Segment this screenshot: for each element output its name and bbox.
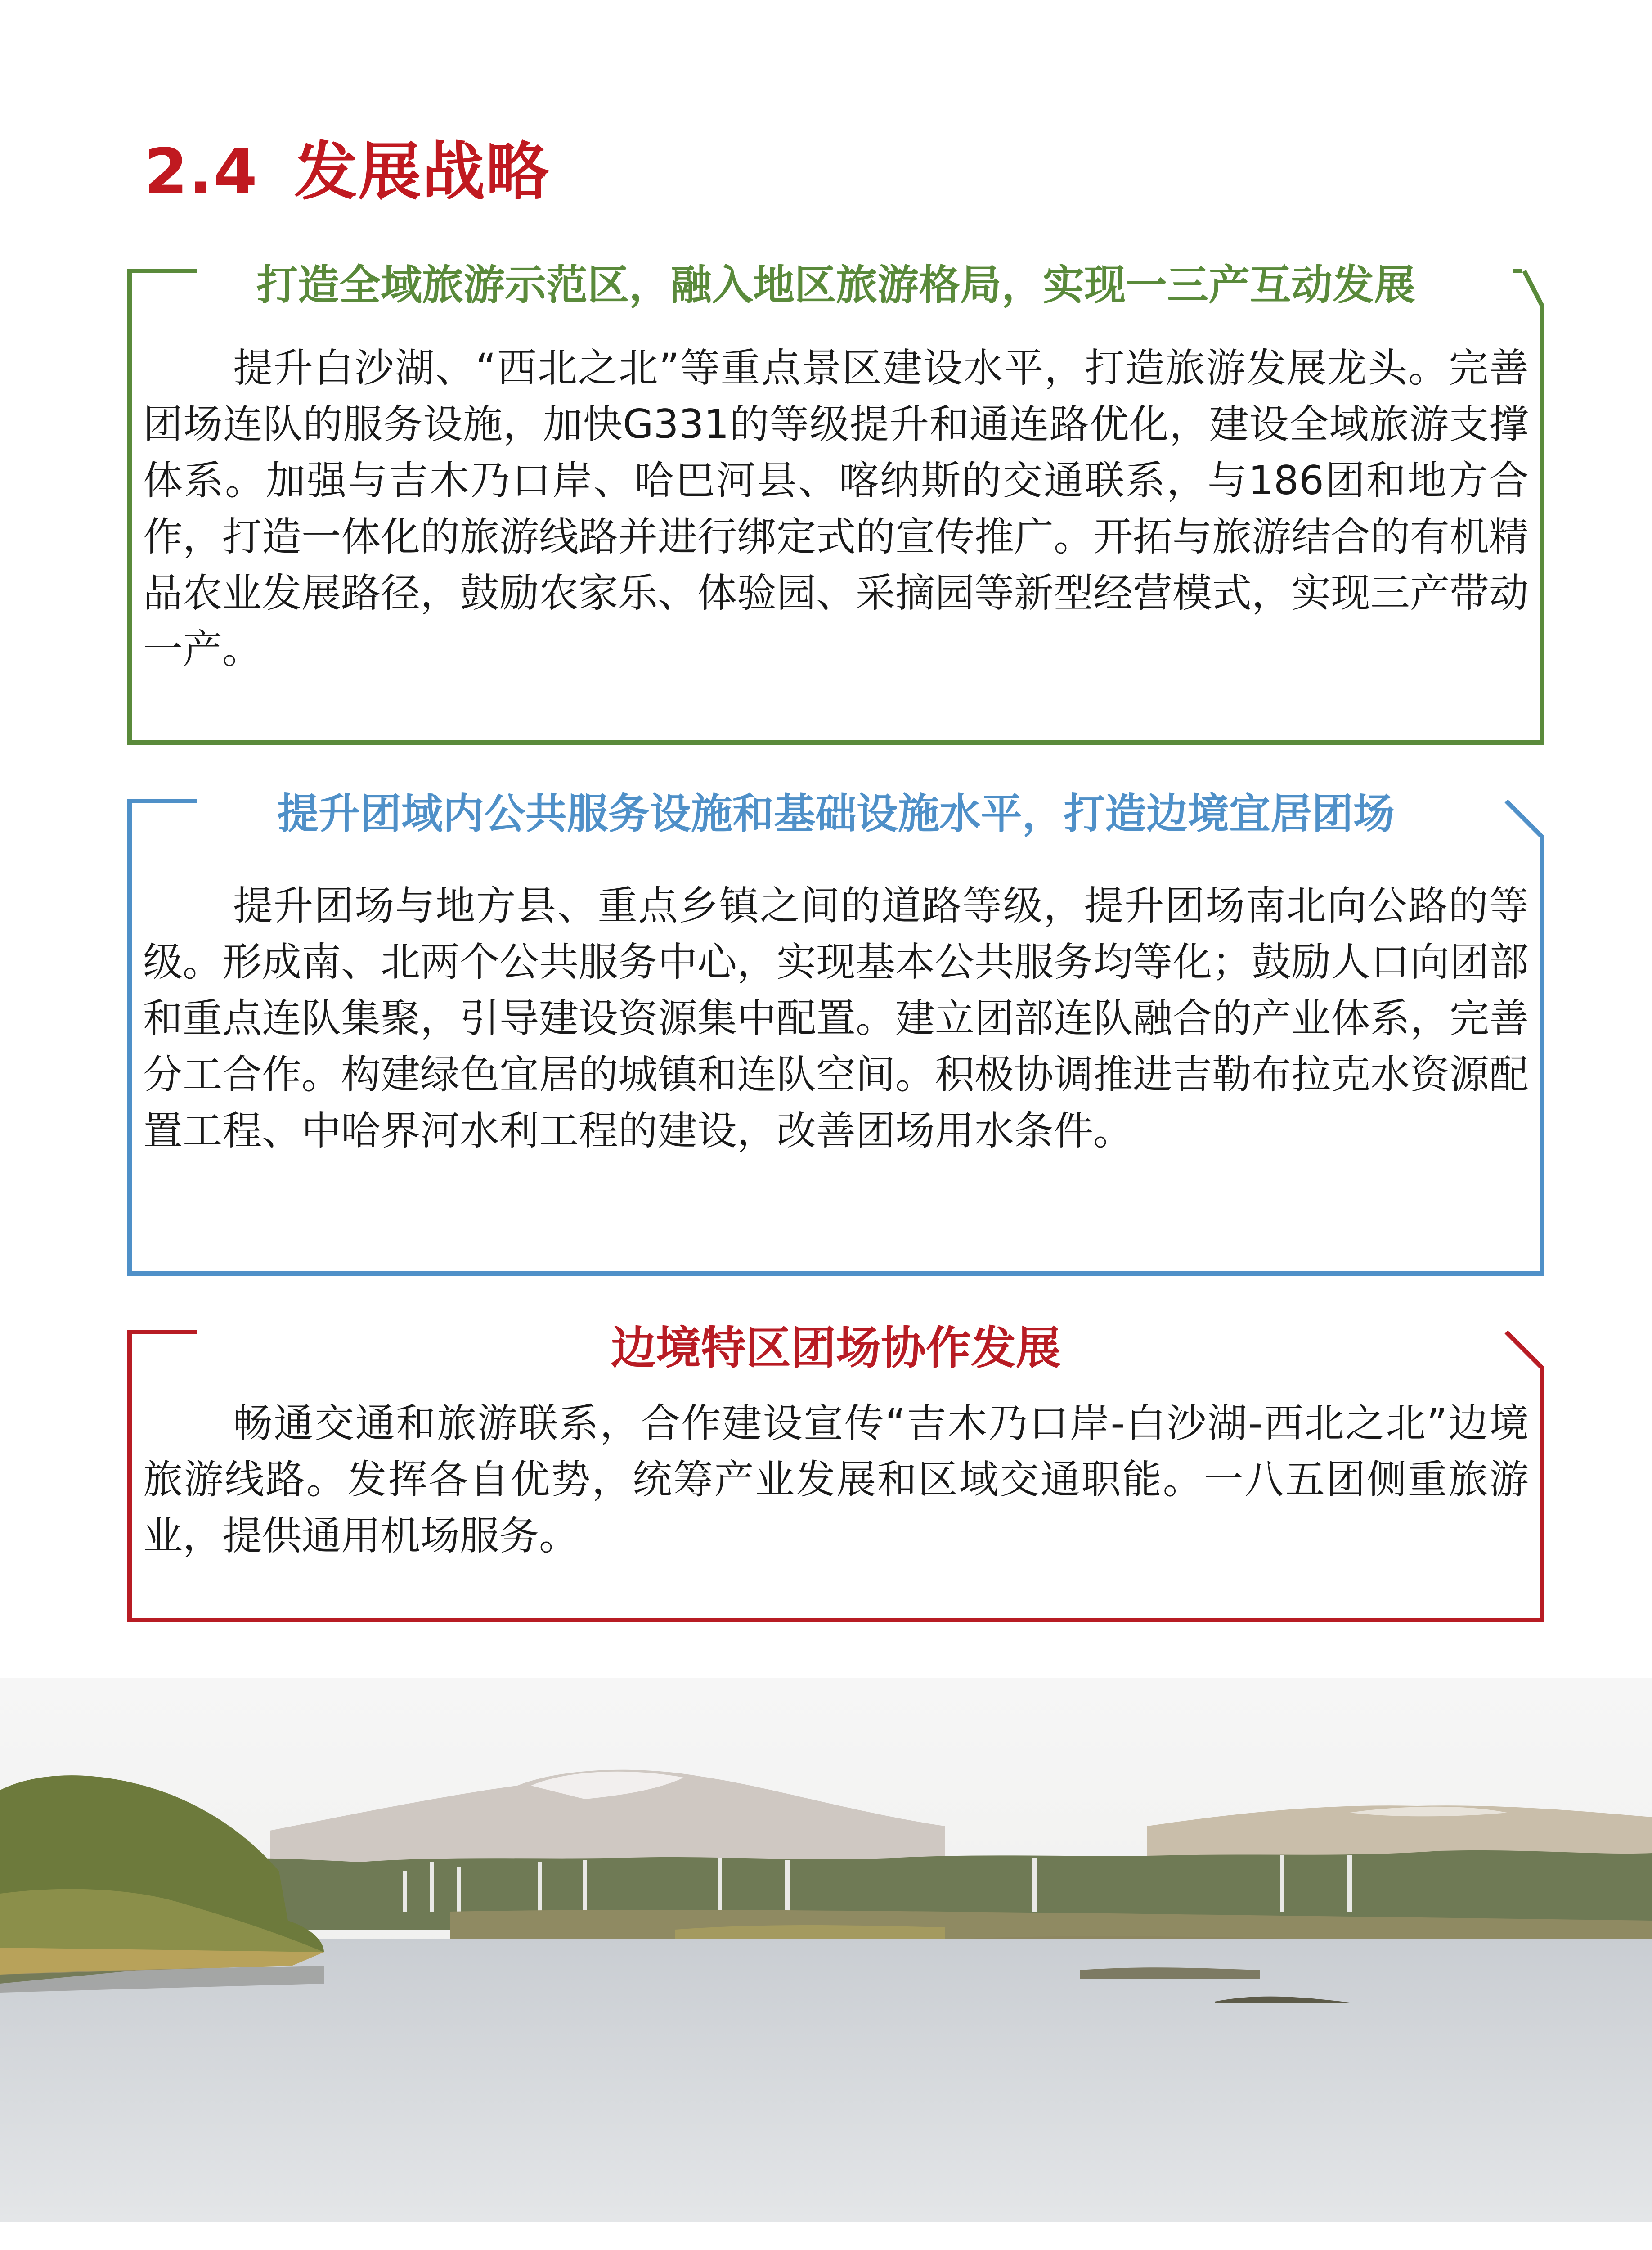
box-body: 提升白沙湖、“西北之北”等重点景区建设水平，打造旅游发展龙头。完善团场连队的服务设施，加快G331的等级提升和通连路优化，建设全域旅游支撑体系。加强与吉木乃口岸、哈巴河县、喀纳斯的交通联系，与186团和地方合作，打造一体化的旅游线路并进行绑定式的宣传推广。开拓与旅游结合的有机精品农业发展路径，鼓励农家乐、体验园、采摘园等新型经营模式，实现三产带动一产。 — [143, 345, 1529, 672]
box-heading: 提升团域内公共服务设施和基础设施水平，打造边境宜居团场 — [277, 790, 1395, 838]
strategy-box-border-cooperation — [125, 1323, 1547, 1624]
section-title — [144, 122, 550, 212]
section-name: 发展战略 — [294, 135, 550, 209]
strategy-box-infrastructure — [125, 792, 1547, 1278]
box-heading: 边境特区团场协作发展 — [611, 1322, 1061, 1374]
section-number: 2.4 — [144, 135, 259, 209]
box-heading: 打造全域旅游示范区，融入地区旅游格局，实现一三产互动发展 — [256, 261, 1415, 309]
box-body: 提升团场与地方县、重点乡镇之间的道路等级，提升团场南北向公路的等级。形成南、北两个公共服务中心，实现基本公共服务均等化；鼓励人口向团部和重点连队集聚，引导建设资源集中配置。建立团部连队融合的产业体系，完善分工合作。构建绿色宜居的城镇和连队空间。积极协调推进吉勒布拉克水资源配置工程、中哈界河水利工程的建设，改善团场用水条件。 — [143, 882, 1529, 1154]
box-body: 畅通交通和旅游联系，合作建设宣传“吉木乃口岸-白沙湖-西北之北”边境旅游线路。发挥各自优势，统筹产业发展和区域交通职能。一八五团侧重旅游业，提供通用机场服务。 — [143, 1400, 1529, 1559]
strategy-box-tourism — [125, 261, 1547, 747]
landscape-lake-photo — [0, 1678, 1652, 2222]
